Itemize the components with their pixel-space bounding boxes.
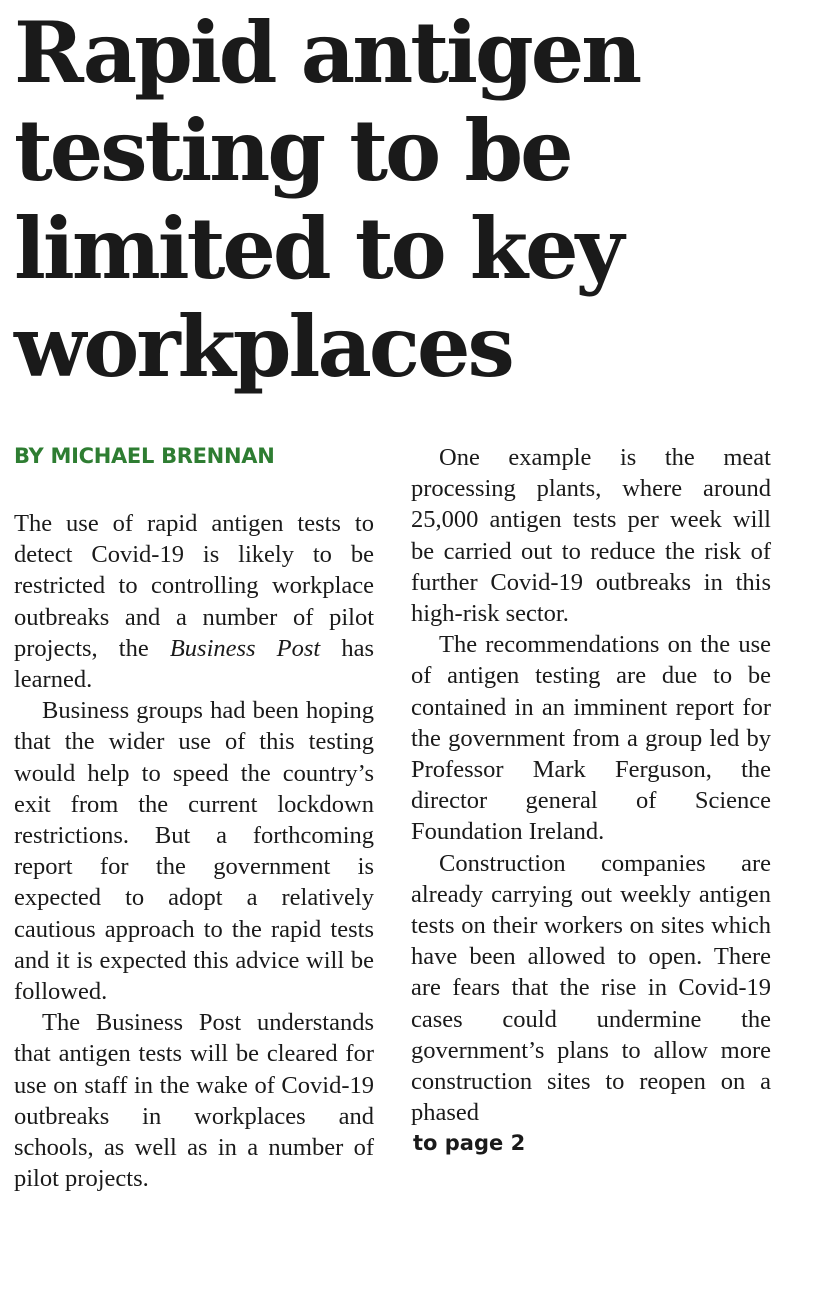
paragraph-3: The Business Post understands that antigen tests will be cleared for use on staff in the wake of Covid-19 outbreaks in workplaces and schools, as well as in a number of pilot projects. xyxy=(14,1009,374,1193)
article-column-left xyxy=(14,508,374,1194)
paragraph-2: Business groups had been hoping that the wider use of this testing would help to speed the country’s exit from the current lockdown restrictions. But a forthcoming report for the government is expected to adopt a relatively cautious approach to the rapid tests and it is expected this advice will be followed. xyxy=(14,697,374,1006)
paragraph-1 xyxy=(14,508,374,695)
paragraph-4: One example is the meat processing plants, where around 25,000 antigen tests per week will be carried out to reduce the risk of further Covid-19 outbreaks in this high-risk sector. xyxy=(411,444,771,628)
publication-name: Business Post xyxy=(169,634,321,662)
byline: BY MICHAEL BRENNAN xyxy=(14,444,275,468)
headline-line-3: limited to key xyxy=(14,199,622,298)
headline-line-2: testing to be xyxy=(14,101,571,200)
paragraph-6: Construction companies are already carrying out weekly antigen tests on their workers on sites which have been allowed to open. There are fears that the rise in Covid-19 cases could undermine the government’s plans to allow more construction sites to reopen on a phased xyxy=(411,849,771,1127)
headline xyxy=(14,4,804,396)
headline-line-1: Rapid antigen xyxy=(14,3,640,102)
paragraph-1-end: has learned. xyxy=(14,634,374,694)
paragraph-1-text: The use of rapid antigen tests to detect Covid-19 is likely to be restricted to controlling workplace outbreaks and a number of pilot projects, the xyxy=(14,510,374,662)
continuation-link[interactable]: to page 2 xyxy=(413,1131,526,1156)
paragraph-5: The recommendations on the use of antigen testing are due to be contained in an imminent report for the government from a group led by Professor Mark Ferguson, the director general of Science Foundation Ireland. xyxy=(411,631,771,846)
headline-line-4: workplaces xyxy=(14,297,512,396)
article-column-right xyxy=(411,442,771,1159)
